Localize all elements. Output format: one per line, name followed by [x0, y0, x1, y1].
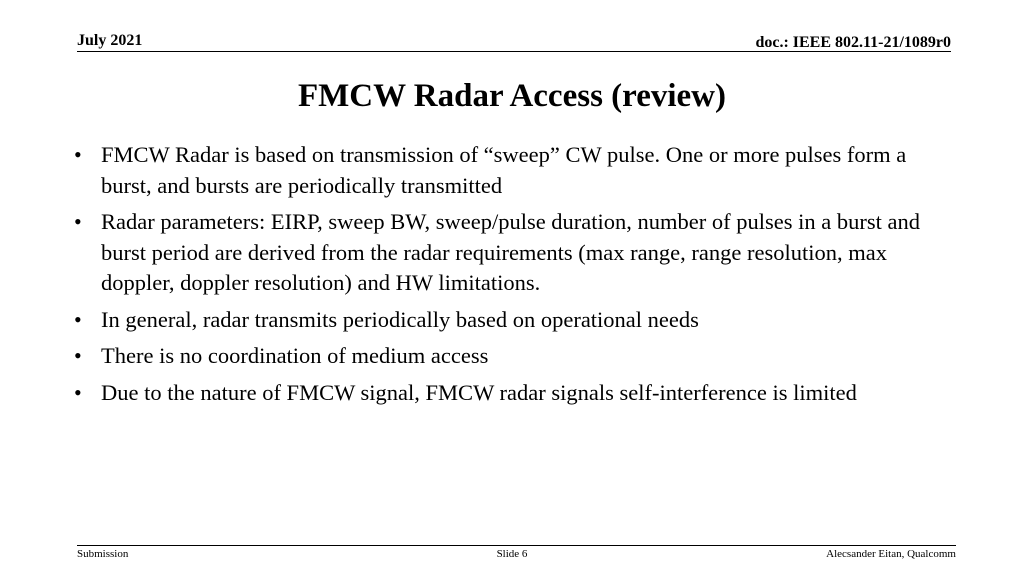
bullet-marker: • — [74, 306, 82, 332]
bullet-marker: • — [74, 379, 82, 405]
bullet-text: There is no coordination of medium access — [101, 343, 489, 368]
bullet-text: FMCW Radar is based on transmission of “sweep” CW pulse. One or more pulses form a burst, and bursts are periodically transmitted — [101, 142, 907, 198]
bullet-item — [74, 341, 954, 372]
bullet-text: In general, radar transmits periodically based on operational needs — [101, 306, 699, 332]
bullet-text: Due to the nature of FMCW signal, FMCW radar signals self-interference is limited — [101, 379, 857, 405]
bullet-item — [74, 207, 954, 299]
footer-submission: Submission — [77, 548, 129, 560]
bullet-text: Radar parameters: EIRP, sweep BW, sweep/pulse duration, number of pulses in a burst and burst period are derived from the radar requirements (max range, range resolution, max doppler, doppler resolution) and HW limitations. — [101, 209, 920, 295]
footer-divider — [77, 545, 956, 546]
bullet-item — [74, 305, 954, 336]
header-doc-id: doc.: IEEE 802.11-21/1089r0 — [755, 34, 951, 51]
bullet-item — [74, 378, 954, 409]
slide-title: FMCW Radar Access (review) — [298, 78, 726, 114]
bullet-marker: • — [74, 343, 82, 368]
bullet-marker: • — [74, 142, 82, 167]
header-divider — [77, 51, 951, 52]
bullet-list — [74, 140, 954, 414]
bullet-marker: • — [74, 209, 82, 234]
footer-author: Alecsander Eitan, Qualcomm — [826, 548, 956, 560]
header-date: July 2021 — [77, 32, 143, 49]
footer-slide-number: Slide 6 — [496, 548, 528, 560]
bullet-item — [74, 140, 954, 201]
